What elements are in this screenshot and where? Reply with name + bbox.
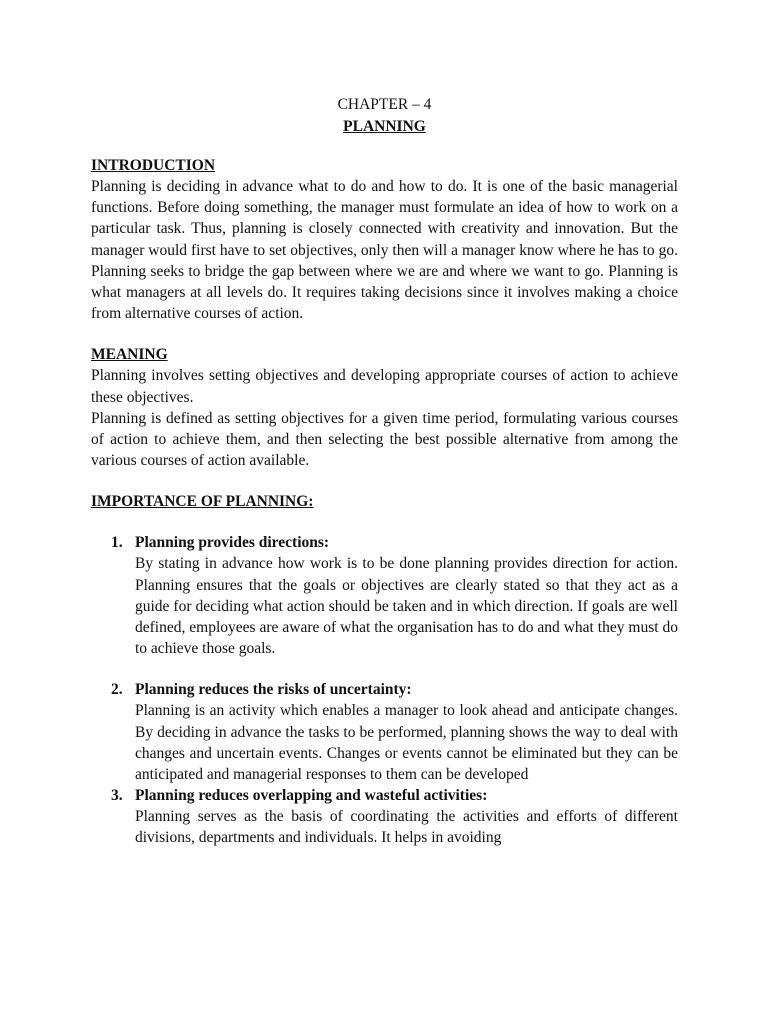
meaning-heading: MEANING — [91, 346, 168, 364]
meaning-paragraph-1: Planning involves setting objectives and developing appropriate courses of action to achieve these objectives. — [91, 367, 678, 406]
list-item-text: Planning is an activity which enables a manager to look ahead and anticipate changes. By deciding in advance the tasks to be performed, planning shows the way to deal with changes and uncertain events. Changes or events cannot be eliminated but they can be anticipated and managerial responses to them can be developed — [135, 702, 678, 784]
spacer — [91, 324, 678, 344]
list-item-number: 2. — [111, 681, 123, 699]
document-page — [91, 94, 678, 849]
list-item — [91, 785, 678, 848]
chapter-number: CHAPTER – 4 — [337, 96, 432, 113]
list-item-text: Planning serves as the basis of coordinating the activities and efforts of different divisions, departments and individuals. It helps in avoiding — [135, 808, 678, 847]
list-item-text: By stating in advance how work is to be done planning provides direction for action. Planning ensures that the goals or objectives are clearly stated so that they act as a guide for deciding what action should be taken and in which direction. If goals are well defined, employees are aware of what the organisation has to do and what they must do to achieve those goals. — [135, 555, 678, 658]
list-item-number: 1. — [111, 534, 123, 552]
spacer — [91, 138, 678, 155]
meaning-paragraph-2: Planning is defined as setting objectives for a given time period, formulating various courses of action to achieve them, and then selecting the best possible alternative from among the various courses of action available. — [91, 409, 678, 470]
list-item-title: Planning provides directions: — [135, 534, 330, 552]
list-item-title: Planning reduces overlapping and wasteful activities: — [135, 787, 488, 805]
introduction-text: Planning is deciding in advance what to do and how to do. It is one of the basic managerial functions. Before doing something, the manager must formulate an idea of how to work on a particular task. Thus, planning is closely connected with creativity and innovation. But the manager would first have to set objectives, only then will a manager know where he has to go. Planning seeks to bridge the gap between where we are and where we want to go. Planning is what managers at all levels do. It requires taking decisions since it involves making a choice from alternative courses of action. — [91, 178, 678, 323]
importance-list — [91, 532, 678, 848]
chapter-title: PLANNING — [343, 118, 426, 135]
spacer — [91, 512, 678, 532]
list-item-title: Planning reduces the risks of uncertainty: — [135, 681, 412, 699]
list-item — [91, 679, 678, 785]
importance-heading: IMPORTANCE OF PLANNING: — [91, 493, 314, 511]
list-item-number: 3. — [111, 787, 123, 805]
list-item — [91, 532, 678, 659]
introduction-heading: INTRODUCTION — [91, 157, 216, 174]
spacer — [91, 471, 678, 491]
